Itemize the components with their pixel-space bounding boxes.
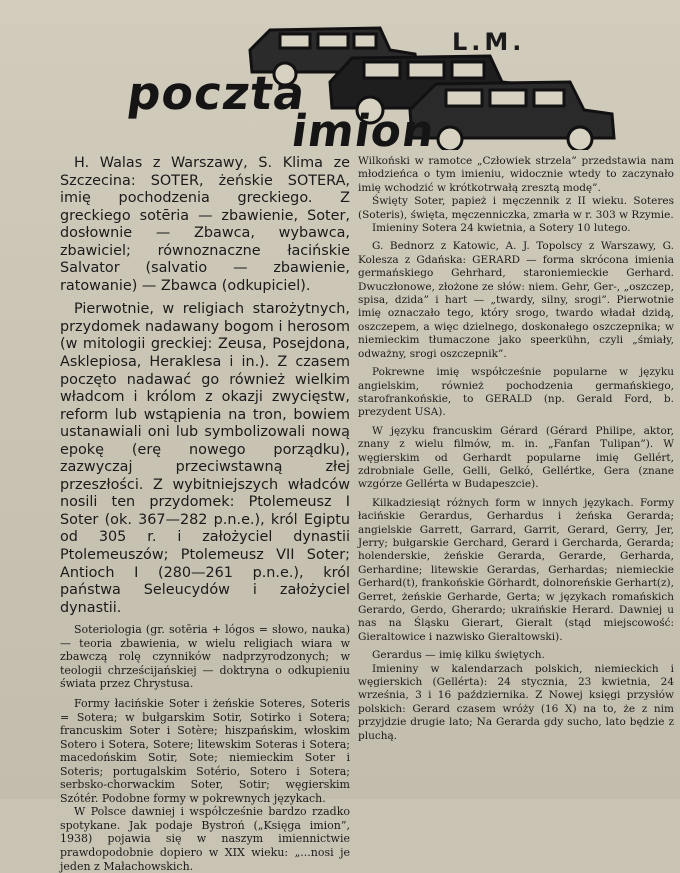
paragraph-soter-intro: H. Walas z Warszawy, S. Klima ze Szczecina: SOTER, żeńskie SOTERA, imię pochodzenia greckiego. Z greckiego sotēria — zbawienie, Soter, dosłownie — Zbawca, wybawca, zbawiciel; równoznaczne łacińskie Salvator (salvatio — zbawienie, ratowanie) — Zbawca (odkupiciel). [60, 155, 350, 294]
paragraph-soter-history: Pierwotnie, w religiach starożytnych, przydomek nadawany bogom i herosom (w mitologii greckiej: Zeusa, Posejdona, Asklepiosa, Heraklesa i in.). Z czasem poczęto nadawać go również wielkim władcom i królom z okazji zwycięstw, reform lub wstąpienia na tron, bowiem ustanawiali oni lub symbolizowali nową epokę (erę nowego porządku), zazwyczaj przeciwstawną złej przeszłości. Z wybitniejszych władców nosili ten przydomek: Ptolemeusz I Soter (ok. 367—282 p.n.e.), król Egiptu od 305 r. i założyciel dynastii Ptolemeuszów; Ptolemeusz VII Soter; Antioch I (280—261 p.n.e.), król państwa Seleucydów i założyciel dynastii. [60, 301, 350, 616]
paragraph-gerardus: Gerardus — imię kilku świętych. [372, 649, 545, 662]
paragraph-saint-soter: Święty Soter, papież i męczennik z II wieku. Soteres (Soteris), święta, męczenniczka, zmarła w r. 303 w Rzymie. [358, 195, 674, 221]
paragraph-wilkonski: Wilkoński w ramotce „Człowiek strzela” przedstawia nam młodzieńca o tym imieniu, widocznie wtedy to zaczynało imię wchodzić w krótkotrwałą zresztą modę”. [358, 155, 674, 194]
column-header [0, 0, 680, 160]
column-title-line2: imion [288, 106, 439, 157]
paragraph-gerald: Pokrewne imię współcześnie popularne w języku angielskim, również pochodzenia germańskiego, starofrankońskie, to GERALD (np. Gerald Ford, b. prezydent USA). [358, 366, 674, 419]
right-column [358, 155, 674, 743]
paragraph-gerard-french: W języku francuskim Gérard (Gérard Philipe, aktor, znany z wielu filmów, m. in. „Fanfan Tulipan”). W węgierskim od Gerhardt popularne imię Gellért, zdrobniale Gelle, Gelli, Gelkó, Gellértke, Gera (znane wzgórze Gellérta w Budapeszcie). [358, 424, 674, 491]
paragraph-soter-nameday: Imieniny Sotera 24 kwietnia, a Sotery 10 lutego. [372, 222, 631, 235]
paragraph-soter-forms: Formy łacińskie Soter i żeńskie Soteres, Soteris = Sotera; w bułgarskim Sotir, Sotirko i Sotera; francuskim Soter i Sotère; hiszpańskim, włoskim Sotero i Sotera, Sotere; litewskim Soteras i Sotera; macedońskim Sotir, Sote; niemieckim Soter i Soteris; portugalskim Sotério, Sotero i Sotera; serbsko-chorwackim Soter, Sotir; węgierskim Szótér. Podobne formy w pokrewnych językach. [60, 696, 350, 805]
paragraph-gerard-intro: G. Bednorz z Katowic, A. J. Topolscy z Warszawy, G. Kolesza z Gdańska: GERARD — forma skrócona imienia germańskiego Gehrhard, staroniemieckie Gerhard. Dwuczłonowe, złożone ze słów: niem. Gehr, Ger-, „oszczep, spisa, dzida” i hart — „twardy, silny, srogi”. Pierwotnie imię oznaczało tego, który srogo, twardo władał dzidą, oszczepem, a więc dzielnego, doskonałego oszczepnika; w niemieckim tłumaczone jako speerkühn, czyli „śmiały, odważny, srogi oszczepnik”. [358, 240, 674, 360]
paragraph-soteriology: Soteriologia (gr. sotēria + lógos = słowo, nauka) — teoria zbawienia, w wielu religiach wiara w zbawczą rolę czynników nadprzyrodzonych; w teologii chrześcijańskiej — doktryna o odkupieniu świata przez Chrystusa. [60, 623, 350, 691]
paragraph-gerard-forms: Kilkadziesiąt różnych form w innych językach. Formy łacińskie Gerardus, Gerhardus i żeńska Gerarda; angielskie Garrett, Garrard, Garrit, Gerard, Gerry, Jer, Jerry; bułgarskie Gerchard, Gerard i Gercharda, Gerarda; holenderskie, żeńskie Gerarda, Gerarde, Gerharda, Gerhardine; litewskie Gerardas, Gerhardas; niemieckie Gerhard(t), frankońskie Görhardt, dolnoreńskie Gerhart(z), Gerret, żeńskie Gerharde, Gerta; w językach romańskich Gerardo, Gerdo, Gherardo; ukraińskie Herard. Dawniej u nas na Śląsku Gierart, Gieralt (stąd miejscowość: Gieraltowice i nazwisko Gieraltowski). [358, 496, 674, 643]
author-initials: L.M. [452, 28, 526, 56]
paragraph-soter-poland: W Polsce dawniej i współcześnie bardzo rzadko spotykane. Jak podaje Bystroń („Księga imion”, 1938) pojawia się w naszym imiennictwie prawdopodobnie dopiero w XIX wieku: „...nosi je jeden z Małachowskich. [60, 805, 350, 873]
paragraph-gerard-nameday: Imieniny w kalendarzach polskich, niemieckich i węgierskich (Gellérta): 24 stycznia, 23 kwietnia, 24 września, 3 i 16 października. Z Nowej księgi przysłów polskich: Gerard czasem wróży (16 X) na to, że z nim przyjdzie drugie lato; Na Gerarda gdy sucho, lato będzie z pluchą. [358, 662, 674, 742]
left-column [60, 155, 350, 873]
column-title-line1: poczta [124, 66, 310, 120]
